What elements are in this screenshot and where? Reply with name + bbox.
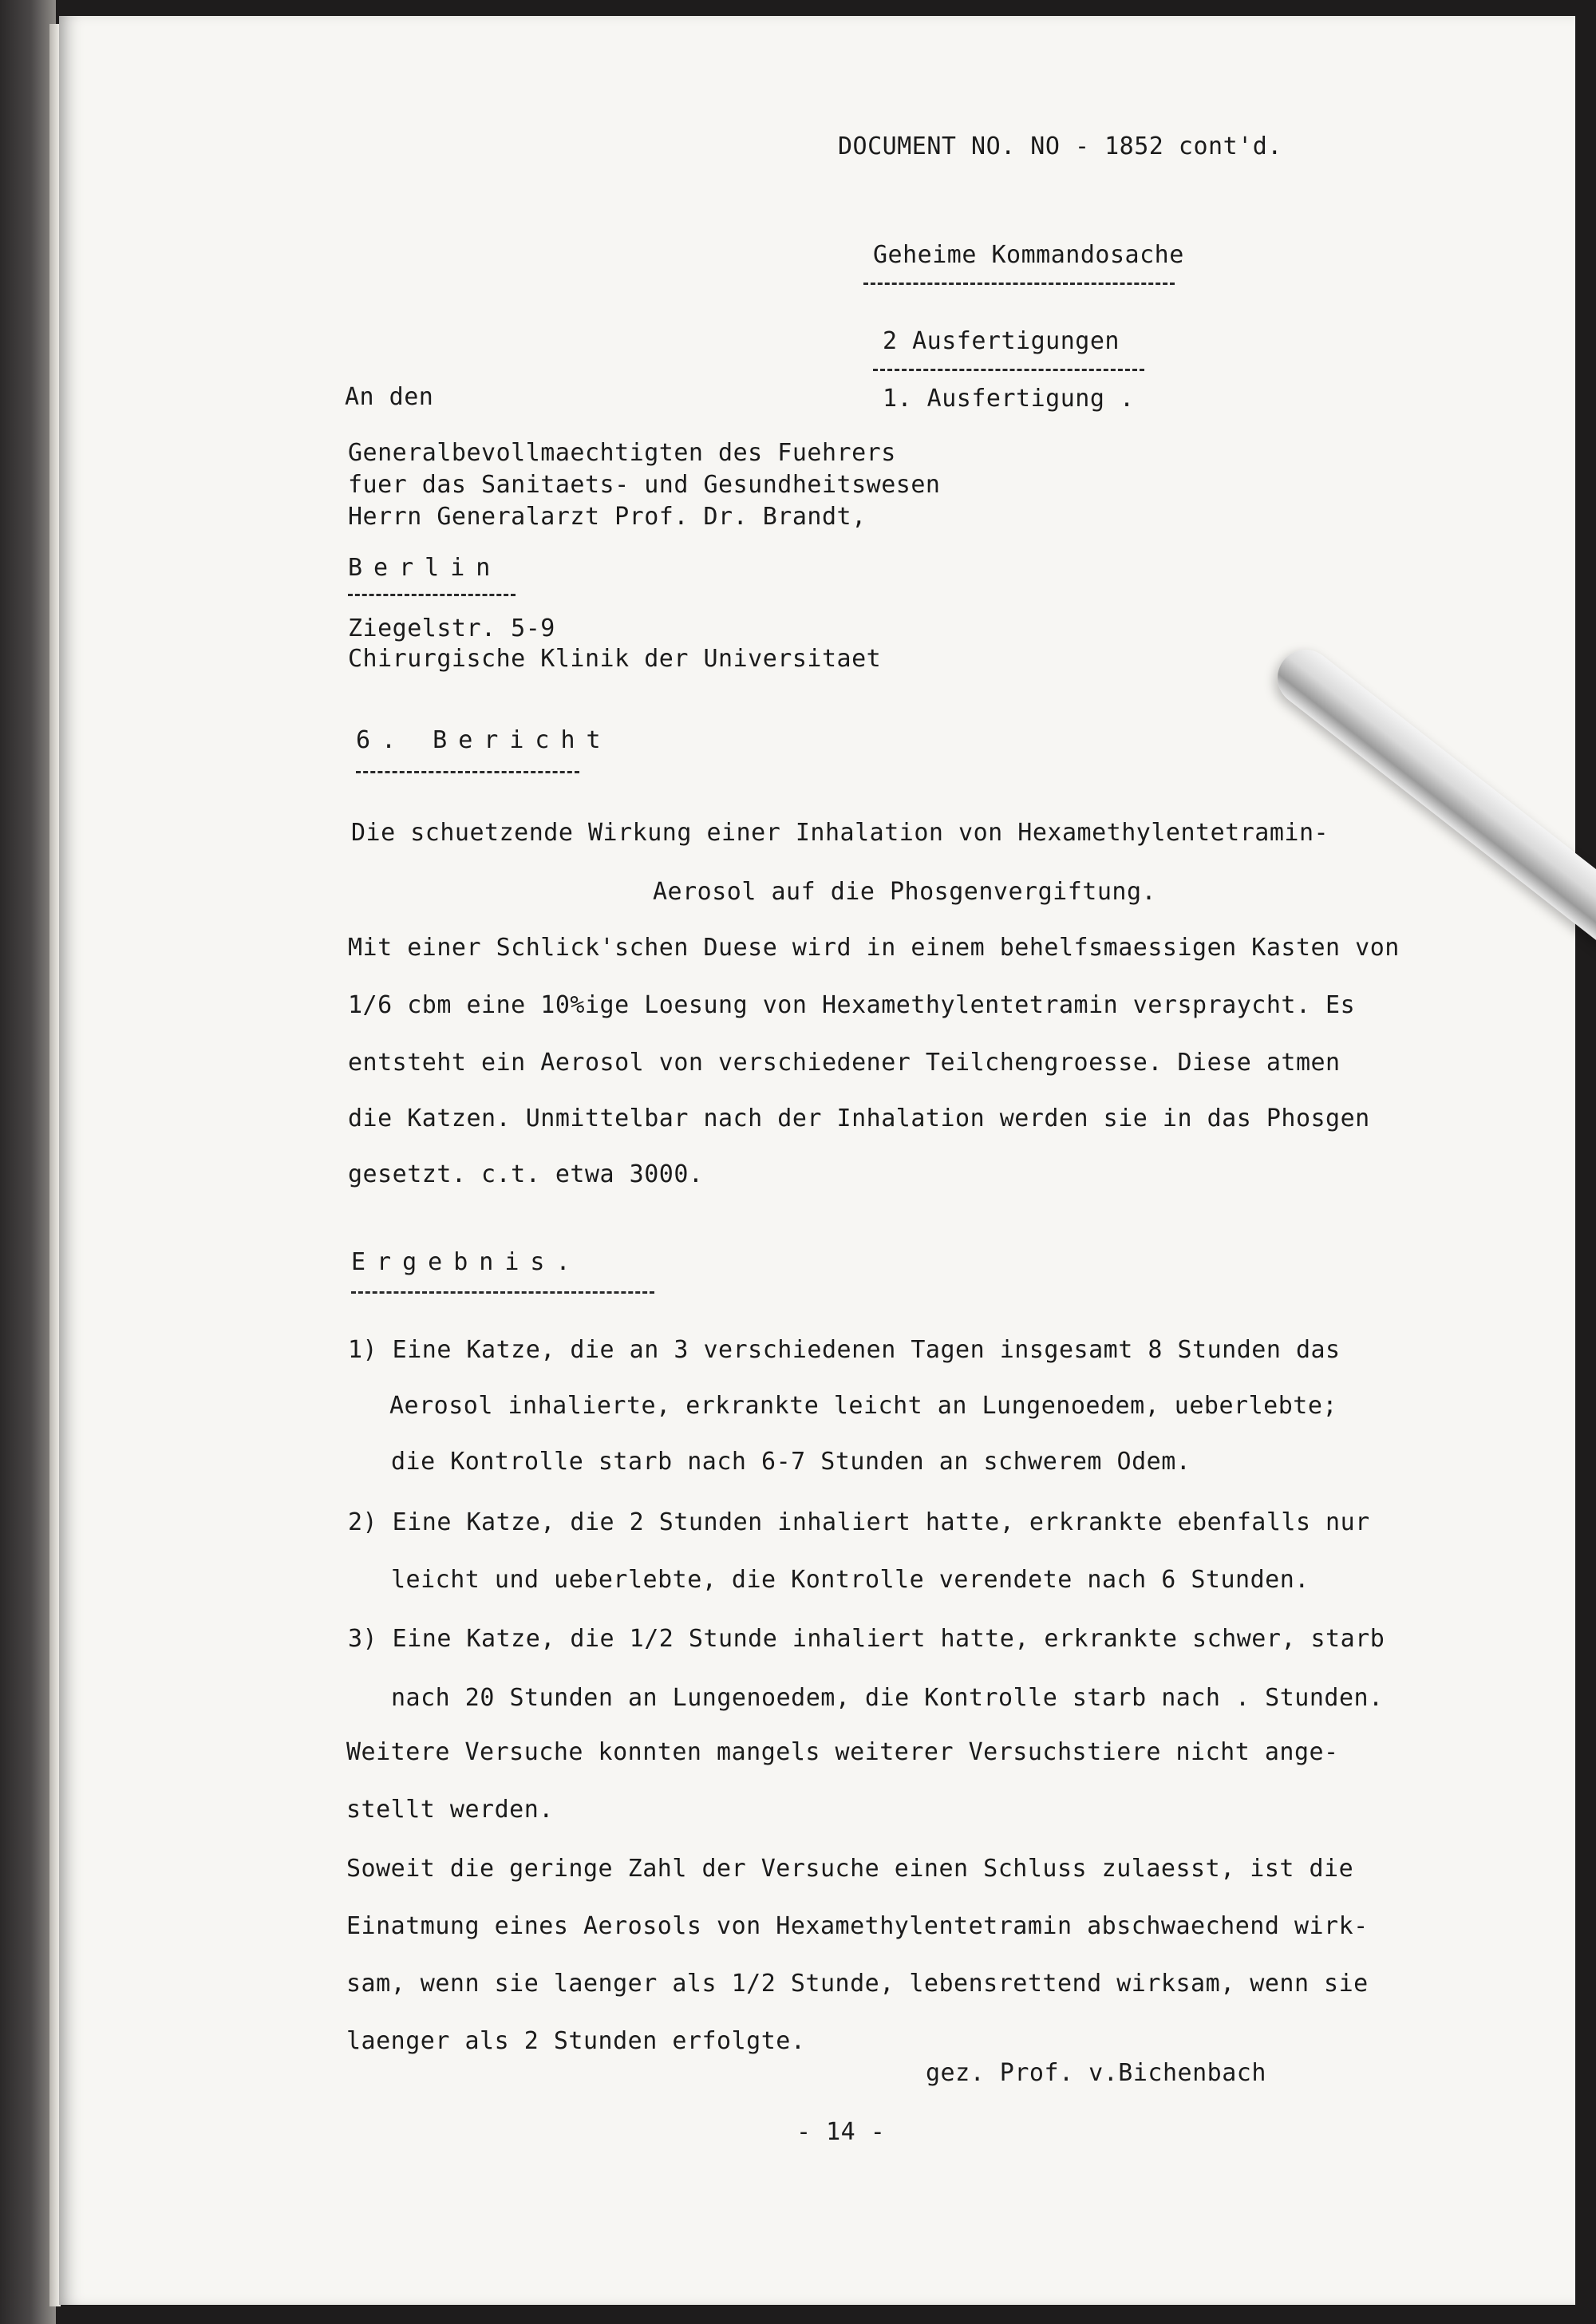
classification-underline	[863, 283, 1175, 285]
copy-number: 1. Ausfertigung .	[883, 385, 1135, 413]
copies-underline	[873, 369, 1144, 371]
report-title-line-1: Die schuetzende Wirkung einer Inhalation von Hexamethylentetramin-	[351, 819, 1329, 847]
recipient-city: Berlin	[348, 554, 502, 582]
conclusion-line-4: laenger als 2 Stunden erfolgte.	[346, 2027, 806, 2055]
recipient-street: Ziegelstr. 5-9	[348, 615, 555, 642]
recipient-line-3: Herrn Generalarzt Prof. Dr. Brandt,	[348, 503, 867, 531]
document-reference: DOCUMENT NO. NO - 1852 cont'd.	[838, 132, 1282, 160]
method-line-5: gesetzt. c.t. etwa 3000.	[348, 1160, 704, 1188]
document-page	[59, 16, 1575, 2305]
method-line-3: entsteht ein Aerosol von verschiedener Teilchengroesse. Diese atmen	[348, 1049, 1341, 1077]
result-line-8: Weitere Versuche konnten mangels weiterer Versuchstiere nicht ange-	[346, 1738, 1339, 1766]
result-line-4: 2) Eine Katze, die 2 Stunden inhaliert hatte, erkrankte ebenfalls nur	[348, 1508, 1370, 1536]
salutation: An den	[345, 383, 434, 411]
page-number: - 14 -	[796, 2118, 886, 2146]
report-heading-underline	[356, 771, 579, 773]
binder-spine	[0, 0, 56, 2324]
conclusion-line-2: Einatmung eines Aerosols von Hexamethylentetramin abschwaechend wirk-	[346, 1912, 1369, 1940]
result-line-2: Aerosol inhalierte, erkrankte leicht an Lungenoedem, ueberlebte;	[389, 1392, 1337, 1420]
result-line-7: nach 20 Stunden an Lungenoedem, die Kontrolle starb nach . Stunden.	[391, 1684, 1384, 1712]
recipient-line-1: Generalbevollmaechtigten des Fuehrers	[348, 439, 896, 467]
recipient-institution: Chirurgische Klinik der Universitaet	[348, 645, 882, 673]
city-underline	[348, 594, 516, 596]
results-heading: Ergebnis.	[351, 1248, 582, 1276]
conclusion-line-3: sam, wenn sie laenger als 1/2 Stunde, lebensrettend wirksam, wenn sie	[346, 1970, 1369, 1998]
result-line-9: stellt werden.	[346, 1796, 554, 1824]
classification-label: Geheime Kommandosache	[873, 241, 1184, 269]
report-heading: 6. Bericht	[356, 726, 612, 754]
recipient-line-2: fuer das Sanitaets- und Gesundheitswesen	[348, 471, 941, 499]
result-line-6: 3) Eine Katze, die 1/2 Stunde inhaliert hatte, erkrankte schwer, starb	[348, 1625, 1385, 1653]
signature: gez. Prof. v.Bichenbach	[926, 2059, 1266, 2087]
result-line-5: leicht und ueberlebte, die Kontrolle verendete nach 6 Stunden.	[391, 1566, 1310, 1594]
copies-total: 2 Ausfertigungen	[883, 327, 1120, 355]
conclusion-line-1: Soweit die geringe Zahl der Versuche einen Schluss zulaesst, ist die	[346, 1855, 1354, 1883]
report-title-line-2: Aerosol auf die Phosgenvergiftung.	[653, 878, 1157, 906]
result-line-3: die Kontrolle starb nach 6-7 Stunden an schwerem Odem.	[391, 1448, 1191, 1476]
method-line-1: Mit einer Schlick'schen Duese wird in einem behelfsmaessigen Kasten von	[348, 934, 1400, 962]
result-line-1: 1) Eine Katze, die an 3 verschiedenen Tagen insgesamt 8 Stunden das	[348, 1336, 1341, 1364]
method-line-2: 1/6 cbm eine 10%ige Loesung von Hexamethylentetramin verspraycht. Es	[348, 991, 1356, 1019]
method-line-4: die Katzen. Unmittelbar nach der Inhalation werden sie in das Phosgen	[348, 1105, 1370, 1132]
results-heading-underline	[351, 1291, 654, 1294]
